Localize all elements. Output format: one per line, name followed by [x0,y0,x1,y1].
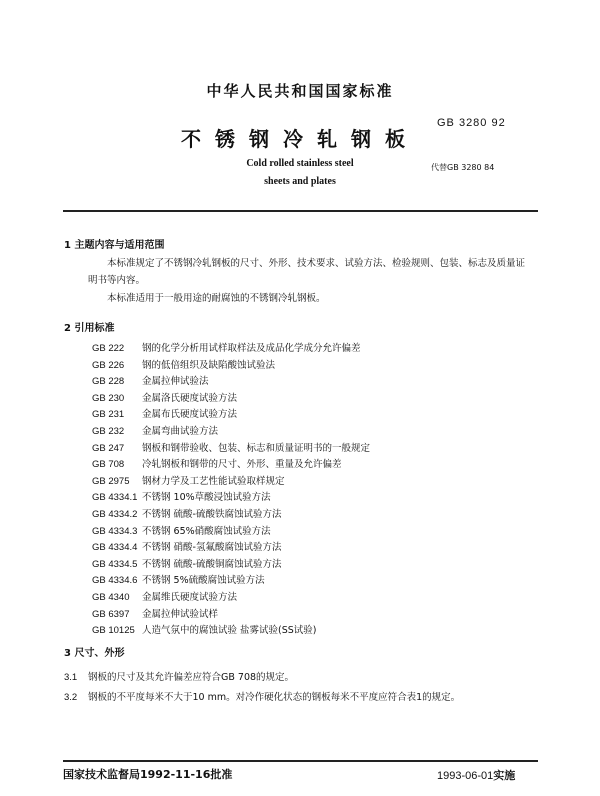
reference-item [92,606,218,620]
reference-code: GB 4334.4 [92,542,138,554]
footer-divider [63,760,538,762]
clause-number: 3.1 [64,672,78,683]
clause-text: 钢板的不平度每米不大于10 mm。对冷作硬化状态的钢板每米不平度应符合表1的规定。 [88,692,461,703]
reference-title: 不锈钢 10%草酸浸蚀试验方法 [142,492,271,504]
effective-date: 1993-06-01 [437,770,494,782]
header-divider [63,210,538,212]
reference-code: GB 231 [92,409,125,421]
document-title: 不锈钢冷轧钢板 [181,127,419,151]
reference-title: 不锈钢 65%硝酸腐蚀试验方法 [142,525,271,537]
reference-item [92,423,218,437]
reference-title: 钢的化学分析用试样取样法及成品化学成分允许偏差 [142,343,361,354]
reference-item [92,572,265,586]
section-1-heading: 1 主题内容与适用范围 [64,240,165,251]
reference-item [92,340,361,354]
approval-note: 国家技术监督局1992-11-16批准 [63,768,233,781]
reference-item [92,357,275,371]
reference-title: 金属洛氏硬度试验方法 [142,392,238,404]
clause-text: 钢板的尺寸及其允许偏差应符合GB 708的规定。 [88,672,295,683]
section-1-paragraph-1: 本标准规定了不锈钢冷轧钢板的尺寸、外形、技术要求、试验方法、检验规则、包装、标志及质量证明书等内容。 [88,258,526,286]
reference-code: GB 4334.1 [92,492,138,504]
reference-code: GB 230 [92,392,125,404]
reference-item [92,589,237,603]
reference-item [92,390,237,404]
reference-code: GB 226 [92,359,125,371]
reference-code: GB 228 [92,376,125,388]
reference-title: 不锈钢 硫酸-硫酸铜腐蚀试验方法 [142,558,282,570]
reference-item [92,456,342,470]
reference-title: 钢的低倍组织及缺陷酸蚀试验法 [142,359,276,371]
english-title-line1: Cold rolled stainless steel [246,158,354,169]
reference-code: GB 2975 [92,475,130,487]
reference-title: 不锈钢 硫酸-硫酸铁腐蚀试验方法 [142,509,282,520]
reference-code: GB 10125 [92,625,135,637]
reference-code: GB 4334.3 [92,525,138,537]
reference-title: 金属布氏硬度试验方法 [142,409,238,421]
reference-title: 金属拉伸试验法 [142,376,209,388]
reference-item [92,440,370,454]
standard-number: GB 3280 92 [437,117,506,129]
reference-title: 冷轧钢板和钢带的尺寸、外形、重量及允许偏差 [142,459,342,471]
reference-title: 不锈钢 硝酸-氢氟酸腐蚀试验方法 [142,542,282,554]
reference-title: 钢板和钢带验收、包装、标志和质量证明书的一般规定 [142,442,371,454]
reference-code: GB 222 [92,343,125,354]
reference-code: GB 4340 [92,592,130,603]
reference-title: 金属维氏硬度试验方法 [142,592,238,603]
replaces-note: 代替GB 3280 84 [431,163,495,172]
section-3-heading: 3 尺寸、外形 [64,648,125,659]
english-title-line2: sheets and plates [264,176,336,187]
reference-code: GB 232 [92,426,125,437]
effective-label: 实施 [493,769,516,782]
section-1-paragraph-2: 本标准适用于一般用途的耐腐蚀的不锈钢冷轧钢板。 [107,293,326,304]
reference-item [92,523,271,537]
reference-item [92,373,209,387]
clause-3-1 [64,669,294,683]
reference-item [92,489,271,503]
reference-item [92,622,317,636]
reference-code: GB 247 [92,442,125,454]
clause-3-2 [64,689,460,703]
reference-title: 不锈钢 5%硫酸腐蚀试验方法 [142,575,265,587]
reference-item [92,506,281,520]
reference-item [92,406,237,420]
national-standard-heading: 中华人民共和国国家标准 [206,82,394,100]
reference-code: GB 4334.5 [92,558,138,570]
reference-title: 金属弯曲试验方法 [142,426,219,437]
effective-note [437,767,515,783]
reference-code: GB 4334.2 [92,509,138,520]
clause-number: 3.2 [64,692,78,703]
reference-title: 钢材力学及工艺性能试验取样规定 [142,475,285,487]
section-2-heading: 2 引用标准 [64,323,115,334]
reference-title: 人造气氛中的腐蚀试验 盐雾试验(SS试验) [142,625,317,637]
reference-code: GB 6397 [92,608,130,620]
reference-item [92,556,281,570]
reference-title: 金属拉伸试验试样 [142,608,219,620]
reference-item [92,539,281,553]
reference-code: GB 4334.6 [92,575,138,587]
reference-code: GB 708 [92,459,125,471]
reference-item [92,473,285,487]
